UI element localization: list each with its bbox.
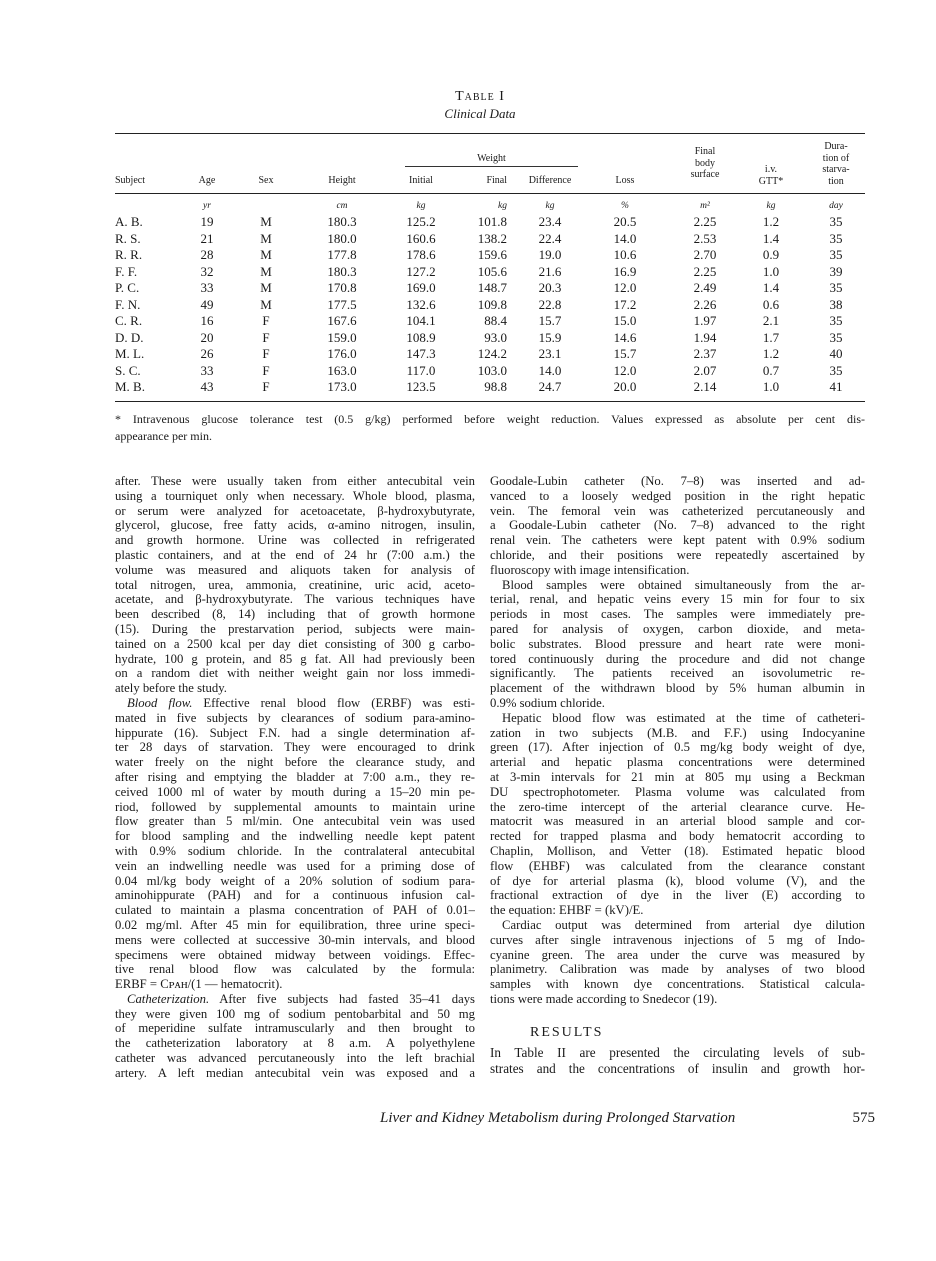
cell-iv-gtt: 0.9 xyxy=(762,247,780,262)
cell-loss-percent: 20.5 xyxy=(613,214,637,229)
paragraph xyxy=(115,474,475,696)
unit-starvation-duration: day xyxy=(829,201,843,211)
unit-loss-percent: % xyxy=(621,201,629,211)
cell-age: 32 xyxy=(200,263,214,279)
cell-initial-weight: 127.2 xyxy=(406,263,436,279)
table-top-rule xyxy=(115,133,865,134)
text-line: Goodale-Lubin catheter (No. 7–8) was inserted and ad- xyxy=(490,474,865,488)
header-line: i.v. xyxy=(764,164,778,175)
cell-subject: C. R. xyxy=(115,313,143,328)
paragraph-lead: Catheterization. xyxy=(127,991,210,1006)
table-row xyxy=(0,330,936,347)
text-line: matocrit was measured in an arterial blood sample and cor- xyxy=(490,814,865,829)
text-line: mated in five subjects by clearances of sodium para-amino- xyxy=(115,710,475,725)
text-line: flow (EHBF) was calculated from the clearance constant xyxy=(490,858,865,873)
text-line: Chaplin, Mollison, and Vetter (18). Estimated hepatic blood xyxy=(490,843,865,858)
header-weight: Weight xyxy=(477,153,506,164)
cell-loss-percent: 15.0 xyxy=(613,313,637,328)
cell-final-weight: 101.8 xyxy=(477,214,507,229)
cell-age: 49 xyxy=(200,296,214,312)
methods-continued xyxy=(490,474,865,1007)
cell-initial-weight: 132.6 xyxy=(406,296,436,312)
text-line: or serum were analyzed for acetoacetate, β-hydroxybutyrate, xyxy=(115,503,475,518)
text-line: arterial and hepatic plasma concentrations were determined xyxy=(490,755,865,770)
text-line: they were given 100 mg of sodium pentobarbital and 50 mg xyxy=(115,1006,475,1021)
text-line: vein an indwelling needle was used for a priming dose of xyxy=(115,858,475,873)
unit-age: yr xyxy=(203,201,211,211)
paragraph xyxy=(115,696,475,992)
text-line: mens were collected at successive 30-min intervals, and blood xyxy=(115,932,475,947)
cell-final-weight: 105.6 xyxy=(477,263,507,279)
cell-initial-weight: 123.5 xyxy=(406,379,436,394)
table-subtitle: Clinical Data xyxy=(444,106,516,121)
text-line: planimetry. Calibration was made by analyses of two blood xyxy=(490,962,865,977)
cell-loss-percent: 15.7 xyxy=(613,346,637,361)
text-line: placement of the withdrawn blood by 5% human albumin in xyxy=(490,681,865,696)
text-line: ter 28 days of starvation. They were encouraged to drink xyxy=(115,740,475,755)
table-row xyxy=(0,363,936,380)
paragraph xyxy=(490,474,865,578)
text-line: tive renal blood flow was calculated by the formula: xyxy=(115,962,475,977)
table-row xyxy=(0,313,936,330)
text-line: pared for analysis of oxygen, carbon dioxide, and meta- xyxy=(490,621,865,636)
text-line: tions were made according to Snedecor (19). xyxy=(490,991,718,1006)
cell-final-weight: 109.8 xyxy=(477,296,507,312)
running-title: Liver and Kidney Metabolism during Prolonged Starvation xyxy=(380,1110,736,1126)
table-title: Table I xyxy=(455,89,505,104)
cell-initial-weight: 147.3 xyxy=(406,346,436,361)
cell-age: 19 xyxy=(200,214,214,229)
cell-sex: F xyxy=(262,313,270,328)
text-line: at 3-min intervals for 21 min at 805 mμ using a Beckman xyxy=(490,769,865,784)
text-line: volume was measured and aliquots taken for analysis of xyxy=(115,562,475,577)
cell-final-weight: 88.4 xyxy=(484,313,507,328)
cell-body-surface: 2.49 xyxy=(693,280,717,295)
page-footer xyxy=(380,1110,875,1127)
table-header-rule xyxy=(115,193,865,194)
weight-span-rule xyxy=(405,166,578,167)
text-line: 0.04 ml/kg body weight of a 20% solution of sodium para- xyxy=(115,873,475,888)
cell-initial-weight: 169.0 xyxy=(406,280,436,295)
cell-subject: F. N. xyxy=(115,296,141,312)
cell-age: 20 xyxy=(200,329,214,345)
footnote-line: * Intravenous glucose tolerance test (0.5 g/kg) performed before weight reduction. Values expressed as absolute per cent dis- xyxy=(115,412,865,426)
cell-iv-gtt: 1.2 xyxy=(762,346,780,361)
text-line: bolic substrates. Blood pressure and heart rate were moni- xyxy=(490,636,865,651)
cell-subject: M. L. xyxy=(115,346,145,361)
text-line: green (17). After injection of 0.5 mg/kg body weight of dye, xyxy=(490,740,865,755)
cell-age: 43 xyxy=(200,379,214,394)
header-loss: Loss xyxy=(615,175,635,186)
cell-starvation-duration: 35 xyxy=(829,230,843,246)
text-line: riod, followed by supplemental amounts to maintain urine xyxy=(115,799,475,814)
text-line: cyanine green. The area under the curve was measured by xyxy=(490,947,865,962)
header-final: Final xyxy=(486,175,507,186)
cell-body-surface: 2.37 xyxy=(693,346,717,361)
cell-body-surface: 1.97 xyxy=(693,313,717,328)
header-initial: Initial xyxy=(409,175,433,186)
unit-body-surface: m² xyxy=(700,201,710,211)
line-text: After five subjects had fasted 35–41 days xyxy=(209,991,475,1006)
results-heading: RESULTS xyxy=(530,1024,604,1040)
cell-initial-weight: 117.0 xyxy=(406,362,436,378)
cell-weight-difference: 19.0 xyxy=(538,247,562,262)
text-line: for blood sampling and the indwelling needle kept patent xyxy=(115,829,475,844)
cell-age: 33 xyxy=(200,362,214,378)
text-line: Cardiac output was determined from arterial dye dilution xyxy=(502,917,865,932)
cell-height: 180.3 xyxy=(327,214,357,229)
text-line: fractional extraction of dye in the liver (E) according to xyxy=(490,888,865,903)
cell-height: 159.0 xyxy=(327,329,357,345)
cell-weight-difference: 23.4 xyxy=(538,214,562,229)
cell-age: 16 xyxy=(200,313,214,328)
cell-final-weight: 124.2 xyxy=(477,346,507,361)
cell-body-surface: 2.07 xyxy=(693,362,717,378)
cell-weight-difference: 15.7 xyxy=(538,313,562,328)
header-line: tion of xyxy=(822,152,850,164)
table-row xyxy=(0,346,936,363)
cell-body-surface: 2.25 xyxy=(693,214,717,229)
cell-weight-difference: 15.9 xyxy=(538,329,562,345)
unit-final-weight: kg xyxy=(498,201,507,211)
table-row xyxy=(0,214,936,231)
text-line: specimens were obtained midway between voidings. Effec- xyxy=(115,947,475,962)
units-row xyxy=(0,198,936,215)
text-line: renal vein. The catheters were kept patent with 0.9% sodium xyxy=(490,533,865,548)
text-line: significantly. The patients received an isovolumetric re- xyxy=(490,666,865,681)
text-line: rected for trapped plasma and body hematocrit according to xyxy=(490,829,865,844)
cell-sex: F xyxy=(262,329,270,345)
text-line xyxy=(115,696,475,711)
cell-starvation-duration: 35 xyxy=(829,280,843,295)
cell-iv-gtt: 1.0 xyxy=(762,263,780,279)
header-line: surface xyxy=(690,169,720,180)
cell-initial-weight: 104.1 xyxy=(406,313,436,328)
cell-subject: R. R. xyxy=(115,247,143,262)
cell-iv-gtt: 1.2 xyxy=(762,214,780,229)
cell-height: 167.6 xyxy=(327,313,357,328)
cell-loss-percent: 16.9 xyxy=(613,263,637,279)
cell-age: 28 xyxy=(200,247,214,262)
cell-starvation-duration: 40 xyxy=(829,346,843,361)
cell-final-weight: 159.6 xyxy=(477,247,507,262)
text-line: ately before the study. xyxy=(115,681,227,696)
text-line: ERBF = Cᴘᴀʜ/(1 — hematocrit). xyxy=(115,977,283,992)
text-line: and growth hormone. Urine was collected in refrigerated xyxy=(115,533,475,548)
unit-height: cm xyxy=(336,201,348,211)
cell-iv-gtt: 0.6 xyxy=(762,296,780,312)
header-sex: Sex xyxy=(258,175,274,186)
cell-sex: M xyxy=(260,214,272,229)
cell-body-surface: 2.25 xyxy=(693,263,717,279)
table-row xyxy=(0,297,936,314)
text-column-right xyxy=(490,474,865,1077)
text-line: flow greater than 5 ml/min. One antecubital vein was used xyxy=(115,814,475,829)
unit-weight-difference: kg xyxy=(545,201,555,211)
cell-iv-gtt: 1.4 xyxy=(762,280,780,295)
table-row xyxy=(0,247,936,264)
cell-loss-percent: 10.6 xyxy=(613,247,637,262)
cell-height: 170.8 xyxy=(327,280,357,295)
cell-sex: M xyxy=(260,263,272,279)
footnote-line: appearance per min. xyxy=(115,429,212,443)
paragraph xyxy=(490,918,865,1007)
header-subject: Subject xyxy=(115,175,145,186)
cell-weight-difference: 20.3 xyxy=(538,280,562,295)
text-line: after rising and emptying the bladder at 7:00 a.m., they re- xyxy=(115,769,475,784)
text-line: a Goodale-Lubin catheter (No. 7–8) advanced to the right xyxy=(490,518,865,533)
text-line: on a random diet with neither weight gain nor loss immedi- xyxy=(115,666,475,681)
paragraph-lead: Blood flow. xyxy=(127,695,193,710)
header-line: body xyxy=(695,157,715,169)
cell-age: 33 xyxy=(200,280,214,295)
text-line: fluoroscopy with image intensification. xyxy=(490,562,690,577)
paragraph xyxy=(115,992,475,1081)
table-row xyxy=(0,264,936,281)
cell-subject: P. C. xyxy=(115,280,140,295)
table-bottom-rule xyxy=(115,401,865,402)
header-age: Age xyxy=(198,175,216,186)
text-line: water freely on the night before the clearance study, and xyxy=(115,755,475,770)
cell-starvation-duration: 41 xyxy=(829,379,843,394)
text-line xyxy=(115,992,475,1007)
cell-starvation-duration: 38 xyxy=(829,296,843,312)
table-footnote xyxy=(115,411,865,445)
cell-weight-difference: 23.1 xyxy=(538,346,562,361)
text-line: the zero-time intercept of the arterial clearance curve. He- xyxy=(490,799,865,814)
text-line: plastic containers, and at the end of 24 hr (7:00 a.m.) the xyxy=(115,547,475,562)
text-line: total nitrogen, urea, ammonia, creatinine, uric acid, aceto- xyxy=(115,577,475,592)
text-line: using a tourniquet only when necessary. Whole blood, plasma, xyxy=(115,488,475,503)
cell-height: 180.0 xyxy=(327,230,357,246)
line-text: Effective renal blood flow (ERBF) was esti- xyxy=(192,695,475,710)
header-line: Dura- xyxy=(824,141,848,152)
cell-height: 180.3 xyxy=(327,263,357,279)
cell-height: 163.0 xyxy=(327,362,357,378)
cell-subject: F. F. xyxy=(115,263,138,279)
text-line: aminohippurate (PAH) and for a continuous infusion cal- xyxy=(115,888,475,903)
text-line: tained on a 2500 kcal per day diet consisting of 300 g carbo- xyxy=(115,636,475,651)
text-line: been described (8, 14) including that of growth hormone xyxy=(115,607,475,622)
cell-weight-difference: 21.6 xyxy=(538,263,562,279)
header-line: Final xyxy=(694,146,716,157)
cell-height: 173.0 xyxy=(327,379,357,394)
cell-initial-weight: 125.2 xyxy=(406,214,436,229)
header-difference: Difference xyxy=(528,175,572,186)
cell-iv-gtt: 1.7 xyxy=(762,329,780,345)
cell-weight-difference: 14.0 xyxy=(538,362,562,378)
text-line: the catheterization laboratory at 8 a.m. A polyethylene xyxy=(115,1036,475,1051)
cell-initial-weight: 108.9 xyxy=(406,329,436,345)
cell-subject: D. D. xyxy=(115,329,144,345)
cell-body-surface: 1.94 xyxy=(693,329,717,345)
cell-body-surface: 2.53 xyxy=(693,230,717,246)
text-line: 0.02 mg/ml. After 45 min for equilibration, three urine speci- xyxy=(115,917,475,932)
text-column-left xyxy=(115,474,475,1081)
header-line: starva- xyxy=(822,164,850,175)
text-line: strates and the concentrations of insulin and growth hor- xyxy=(490,1060,865,1076)
text-line: glycerol, glucose, free fatty acids, α-amino nitrogen, insulin, xyxy=(115,518,475,533)
text-line: artery. A left median antecubital vein was exposed and a xyxy=(115,1065,475,1080)
paragraph xyxy=(490,578,865,711)
header-height: Height xyxy=(328,175,356,186)
cell-iv-gtt: 1.0 xyxy=(762,379,780,394)
cell-final-weight: 103.0 xyxy=(477,362,507,378)
table-row xyxy=(0,280,936,297)
header-final-body-surface xyxy=(680,146,730,181)
unit-initial-weight: kg xyxy=(416,201,426,211)
text-line: Blood samples were obtained simultaneously from the ar- xyxy=(502,577,865,592)
text-line: with 0.9% sodium chloride. In the contralateral antecubital xyxy=(115,843,475,858)
cell-starvation-duration: 35 xyxy=(829,247,843,262)
cell-height: 176.0 xyxy=(327,346,357,361)
text-line: periods in most cases. The samples were immediately pre- xyxy=(490,607,865,622)
cell-weight-difference: 22.8 xyxy=(538,296,562,312)
header-iv-gtt xyxy=(751,164,791,187)
text-line: the equation: EHBF = (kV)/E. xyxy=(490,903,644,918)
page-number: 575 xyxy=(852,1110,875,1126)
cell-starvation-duration: 35 xyxy=(829,362,843,378)
cell-age: 26 xyxy=(200,346,214,361)
cell-final-weight: 98.8 xyxy=(484,379,507,394)
text-line: 0.9% sodium chloride. xyxy=(490,695,605,710)
cell-sex: F xyxy=(262,362,270,378)
text-line: culated to maintain a plasma concentration of PAH of 0.01– xyxy=(115,903,475,918)
results-paragraph xyxy=(490,1045,865,1077)
table-row xyxy=(0,379,936,396)
paragraph xyxy=(490,711,865,918)
text-line: hippurate (16). Subject F.N. had a single determination af- xyxy=(115,725,475,740)
cell-subject: R. S. xyxy=(115,230,141,246)
cell-body-surface: 2.70 xyxy=(693,247,717,262)
text-line: In Table II are presented the circulating levels of sub- xyxy=(490,1044,865,1060)
cell-starvation-duration: 35 xyxy=(829,329,843,345)
text-line: ceived 1000 ml of water by mouth during a 15–20 min pe- xyxy=(115,784,475,799)
cell-height: 177.5 xyxy=(327,296,357,312)
text-line: chloride, and their positions were repeatedly ascertained by xyxy=(490,547,865,562)
text-line: tored continuously during the procedure and did not change xyxy=(490,651,865,666)
text-line: of meperidine sulfate intramuscularly and then brought to xyxy=(115,1021,475,1036)
cell-sex: F xyxy=(262,379,270,394)
cell-starvation-duration: 35 xyxy=(829,313,843,328)
cell-initial-weight: 178.6 xyxy=(406,247,436,262)
cell-sex: M xyxy=(260,230,272,246)
cell-body-surface: 2.14 xyxy=(693,379,717,394)
unit-iv-gtt: kg xyxy=(766,201,776,211)
cell-loss-percent: 17.2 xyxy=(613,296,637,312)
text-line: DU spectrophotometer. Plasma volume was calculated from xyxy=(490,784,865,799)
cell-initial-weight: 160.6 xyxy=(406,230,436,246)
cell-sex: M xyxy=(260,296,272,312)
text-line: of dye for arterial plasma (k), blood volume (V), and the xyxy=(490,873,865,888)
text-line: samples with known dye concentrations. Statistical calcula- xyxy=(490,977,865,992)
text-line: terial, renal, and hepatic veins every 15 min for four to six xyxy=(490,592,865,607)
cell-loss-percent: 12.0 xyxy=(613,362,637,378)
cell-loss-percent: 12.0 xyxy=(613,280,637,295)
cell-final-weight: 138.2 xyxy=(477,230,507,246)
cell-subject: A. B. xyxy=(115,214,143,229)
cell-loss-percent: 14.6 xyxy=(613,329,637,345)
text-line: Hepatic blood flow was estimated at the time of catheteri- xyxy=(502,710,865,725)
cell-final-weight: 93.0 xyxy=(484,329,507,345)
text-line: curves after single intravenous injections of 5 mg of Indo- xyxy=(490,932,865,947)
cell-final-weight: 148.7 xyxy=(477,280,507,295)
cell-starvation-duration: 35 xyxy=(829,214,843,229)
text-line: hydrate, 100 g protein, and 85 g fat. All had previously been xyxy=(115,651,475,666)
header-duration-of-starvation xyxy=(811,141,861,187)
cell-body-surface: 2.26 xyxy=(693,296,717,312)
cell-starvation-duration: 39 xyxy=(829,263,843,279)
cell-loss-percent: 14.0 xyxy=(613,230,637,246)
cell-weight-difference: 24.7 xyxy=(538,379,562,394)
cell-iv-gtt: 1.4 xyxy=(762,230,780,246)
cell-sex: F xyxy=(262,346,270,361)
cell-subject: M. B. xyxy=(115,379,145,394)
header-line: GTT* xyxy=(758,175,784,187)
cell-height: 177.8 xyxy=(327,247,357,262)
table-row xyxy=(0,231,936,248)
cell-sex: M xyxy=(260,280,272,295)
cell-iv-gtt: 2.1 xyxy=(762,313,780,328)
text-line: vein. The femoral vein was catheterized percutaneously and xyxy=(490,503,865,518)
text-line: (15). During the prestarvation period, subjects were main- xyxy=(115,621,475,636)
cell-sex: M xyxy=(260,247,272,262)
cell-subject: S. C. xyxy=(115,362,141,378)
cell-weight-difference: 22.4 xyxy=(538,230,562,246)
cell-iv-gtt: 0.7 xyxy=(762,362,780,378)
text-line: after. These were usually taken from either antecubital vein xyxy=(115,474,475,488)
text-line: zation in two subjects (M.B. and F.F.) using Indocyanine xyxy=(490,725,865,740)
text-line: vanced to a loosely wedged position in the right hepatic xyxy=(490,488,865,503)
cell-loss-percent: 20.0 xyxy=(613,379,637,394)
text-line: catheter was advanced percutaneously into the left brachial xyxy=(115,1051,475,1066)
header-line: tion xyxy=(828,175,844,187)
text-line: acetate, and β-hydroxybutyrate. The various techniques have xyxy=(115,592,475,607)
cell-age: 21 xyxy=(200,230,214,246)
